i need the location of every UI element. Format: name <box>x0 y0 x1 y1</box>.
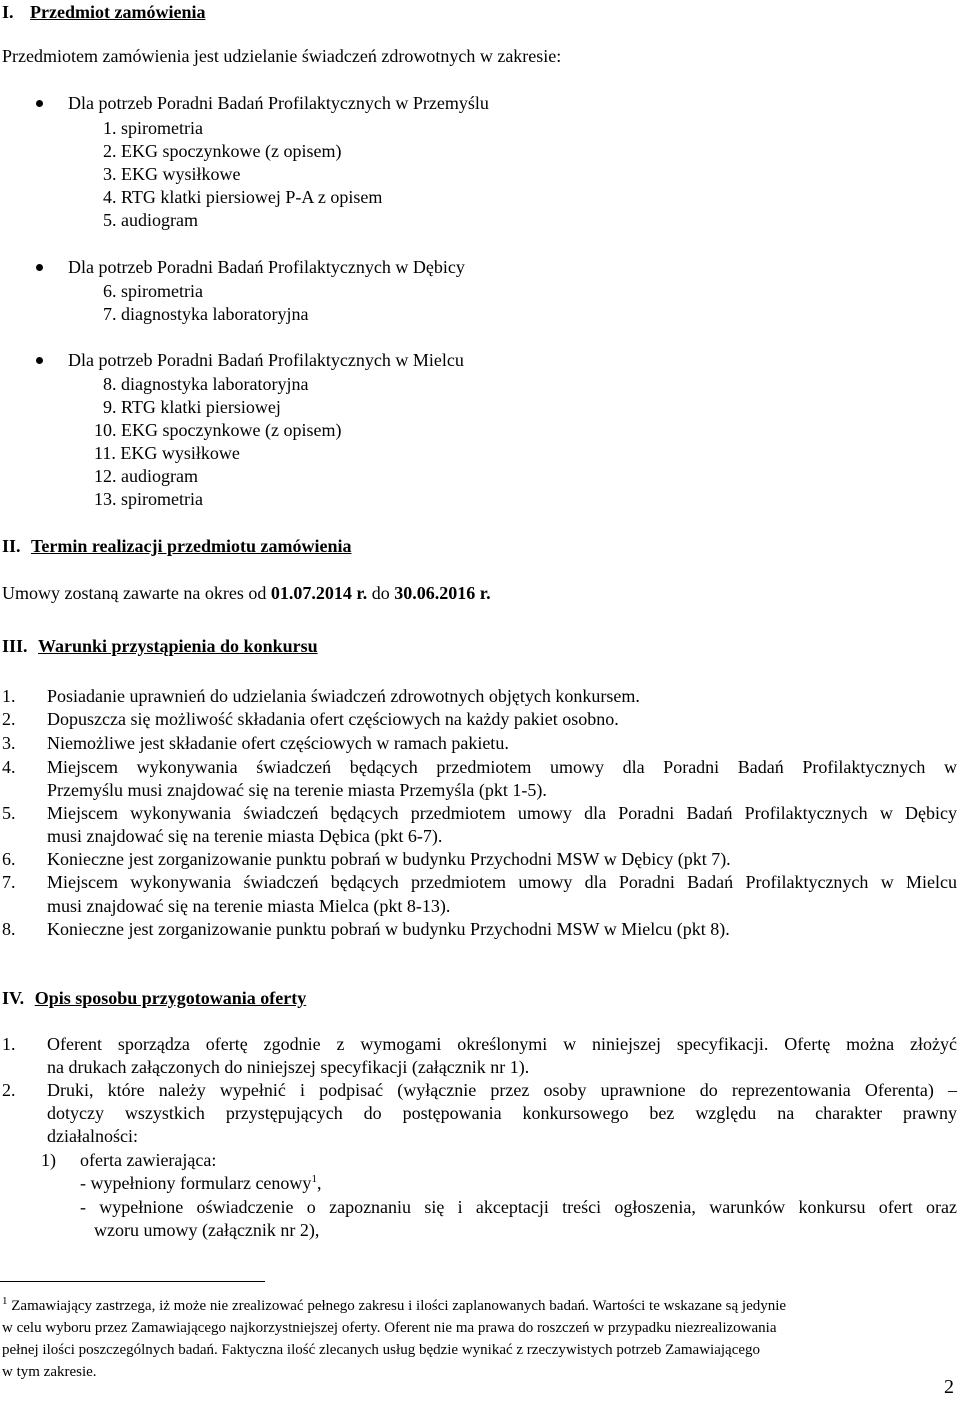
group-label: Dla potrzeb Poradni Badań Profilaktycznych w Mielcu <box>68 350 464 370</box>
section-2-title: Termin realizacji przedmiotu zamówienia <box>31 536 352 556</box>
paragraph-line: Druki, które należy wypełnić i podpisać (wyłącznie przez osoby uprawnione do reprezentowania Oferenta) – <box>47 1080 957 1100</box>
list-item: 1. spirometria <box>103 118 203 138</box>
paragraph-number: 2. <box>2 1080 16 1100</box>
group-label: Dla potrzeb Poradni Badań Profilaktycznych w Dębicy <box>68 257 465 277</box>
list-item: 8. diagnostyka laboratoryjna <box>103 374 309 394</box>
dash-item: - wypełniony formularz cenowy$^1$, <box>80 1173 322 1193</box>
list-item-number: 1. <box>2 686 16 706</box>
list-item: 13. spirometria <box>94 489 203 509</box>
sub-item-number: 1) <box>41 1150 56 1170</box>
page-number: 2 <box>944 1376 954 1398</box>
dash-item-continuation: wzoru umowy (załącznik nr 2), <box>94 1220 320 1240</box>
list-item: 10. EKG spoczynkowe (z opisem) <box>94 420 342 440</box>
bullet-icon <box>36 100 43 107</box>
list-item: 12. audiogram <box>94 466 198 486</box>
sub-item-title: oferta zawierająca: <box>80 1150 217 1170</box>
section-2-heading <box>2 535 351 557</box>
list-item: Konieczne jest zorganizowanie punktu pobrań w budynku Przychodni MSW w Dębicy (pkt 7). <box>47 849 731 869</box>
footnote-divider <box>0 1281 265 1282</box>
list-item-number: 8. <box>2 919 16 939</box>
list-item-number: 2. <box>2 709 16 729</box>
footnote-mark: 1 <box>2 1295 8 1307</box>
list-item-number: 3. <box>2 733 16 753</box>
bullet-icon <box>36 357 43 364</box>
list-item-number: 5. <box>2 803 16 823</box>
list-item: 11. EKG wysiłkowe <box>94 443 240 463</box>
list-item: Konieczne jest zorganizowanie punktu pobrań w budynku Przychodni MSW w Mielcu (pkt 8). <box>47 919 730 939</box>
footnote-line: w tym zakresie. <box>2 1364 97 1380</box>
list-item: 7. diagnostyka laboratoryjna <box>103 304 309 324</box>
list-item-number: 6. <box>2 849 16 869</box>
dash-item: - wypełnione oświadczenie o zapoznaniu się i akceptacji treści ogłoszenia, warunków konkursu ofert oraz <box>80 1197 957 1217</box>
paragraph-line: Oferent sporządza ofertę zgodnie z wymogami określonymi w niniejszej specyfikacji. Ofertę można złożyć <box>47 1034 957 1054</box>
section-1-title: Przedmiot zamówienia <box>30 2 206 22</box>
section-1-intro: Przedmiotem zamówienia jest udzielanie świadczeń zdrowotnych w zakresie: <box>2 46 562 66</box>
section-3-title: Warunki przystąpienia do konkursu <box>38 636 318 656</box>
list-item: Miejscem wykonywania świadczeń będących przedmiotem umowy dla Poradni Badań Profilaktycznych w Dębicy <box>47 803 957 823</box>
list-item-number: 4. <box>2 757 16 777</box>
list-item: Posiadanie uprawnień do udzielania świadczeń zdrowotnych objętych konkursem. <box>47 686 640 706</box>
list-item-continuation: musi znajdować się na terenie miasta Dębica (pkt 6-7). <box>47 826 443 846</box>
list-item-number: 7. <box>2 872 16 892</box>
group-label: Dla potrzeb Poradni Badań Profilaktycznych w Przemyślu <box>68 93 489 113</box>
list-item-continuation: musi znajdować się na terenie miasta Mielca (pkt 8-13). <box>47 896 451 916</box>
paragraph-line: dotyczy wszystkich przystępujących do postępowania konkursowego bez względu na charakter prawny <box>47 1103 957 1123</box>
list-item: 3. EKG wysiłkowe <box>103 164 241 184</box>
list-item: Miejscem wykonywania świadczeń będących przedmiotem umowy dla Poradni Badań Profilaktycznych w <box>47 757 957 777</box>
paragraph-line: działalności: <box>47 1126 138 1146</box>
date-to: 30.06.2016 r. <box>394 583 491 603</box>
section-1-number: I. <box>2 2 14 22</box>
section-2-number: II. <box>2 536 21 556</box>
list-item: 4. RTG klatki piersiowej P-A z opisem <box>103 187 383 207</box>
section-4-number: IV. <box>2 988 25 1008</box>
paragraph-line: na drukach załączonych do niniejszej specyfikacji (załącznik nr 1). <box>47 1057 530 1077</box>
date-from: 01.07.2014 r. <box>270 583 368 603</box>
list-item: 9. RTG klatki piersiowej <box>103 397 281 417</box>
list-item: 5. audiogram <box>103 210 198 230</box>
section-3-heading <box>2 635 318 657</box>
list-item: Niemożliwe jest składanie ofert częściowych w ramach pakietu. <box>47 733 509 753</box>
list-item: Dopuszcza się możliwość składania ofert częściowych na każdy pakiet osobno. <box>47 709 619 729</box>
list-item: 2. EKG spoczynkowe (z opisem) <box>103 141 342 161</box>
footnote-line: $^1$ Zamawiający zastrzega, iż może nie zrealizować pełnego zakresu i ilości zaplanowanych badań. Wartości te wskazane są jedynie <box>2 1295 787 1314</box>
contract-period: Umowy zostaną zawarte na okres od 01.07.2014 r. do 30.06.2016 r. <box>2 583 491 603</box>
footnote-line: w celu wyboru przez Zamawiającego najkorzystniejszej oferty. Oferent nie ma prawa do roszczeń w przypadku niezrealizowania <box>2 1320 777 1336</box>
section-4-title: Opis sposobu przygotowania oferty <box>34 988 307 1008</box>
list-item-continuation: Przemyślu musi znajdować się na terenie miasta Przemyśla (pkt 1-5). <box>47 780 547 800</box>
bullet-icon <box>36 264 43 271</box>
footnote-line: pełnej ilości poszczególnych badań. Faktyczna ilość zlecanych usług będzie wynikać z rzeczywistych potrzeb Zamawiającego <box>2 1342 761 1358</box>
section-3-number: III. <box>2 636 28 656</box>
list-item: Miejscem wykonywania świadczeń będących przedmiotem umowy dla Poradni Badań Profilaktycznych w Mielcu <box>47 872 957 892</box>
list-item: 6. spirometria <box>103 281 203 301</box>
paragraph-number: 1. <box>2 1034 16 1054</box>
footnote-ref: 1 <box>311 1173 317 1185</box>
section-1-heading <box>2 1 205 23</box>
section-4-heading <box>2 987 306 1009</box>
